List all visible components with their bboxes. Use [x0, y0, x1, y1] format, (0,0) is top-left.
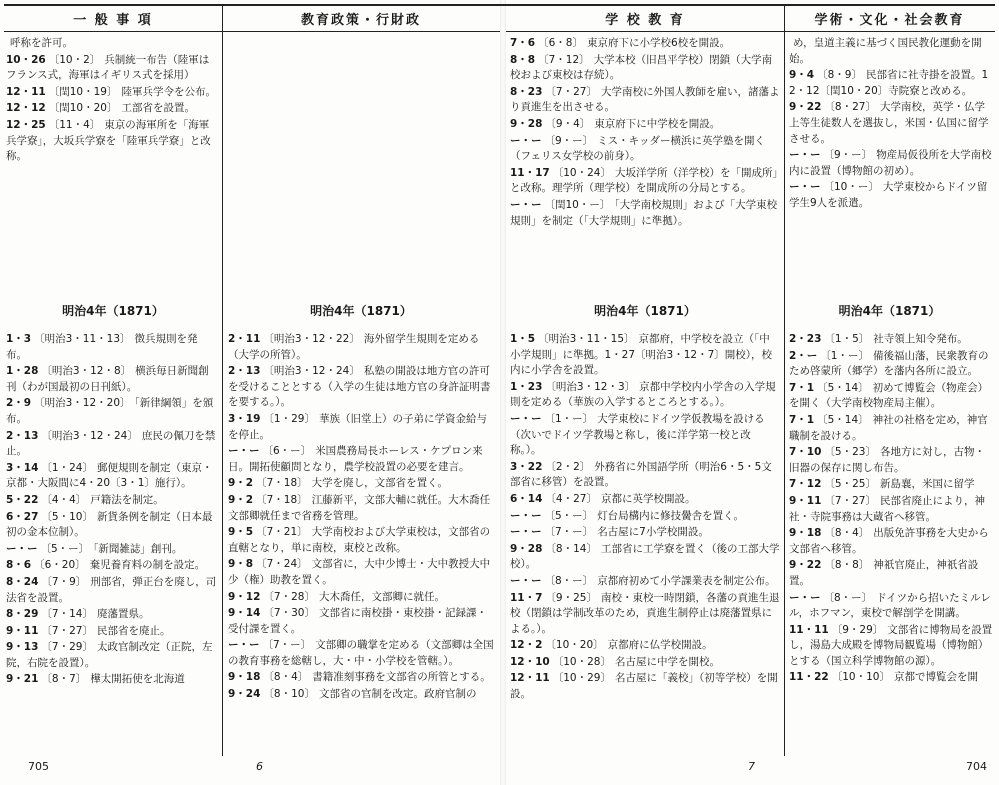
entry-lunar-date: 〔8・27〕 [824, 101, 876, 114]
entry-lunar-date: 〔8・14〕 [545, 542, 597, 555]
entry-date: ー・ー [510, 509, 542, 522]
entry-text: 神祇官廃止，神祇省設置。 [789, 559, 979, 587]
entry-date: 12・12 [6, 102, 46, 115]
entry-text: 神社の社格を定め，神官職制を設ける。 [789, 413, 988, 442]
chronology-entry [6, 672, 218, 688]
entry-date: 1・3 [6, 333, 32, 345]
entry-text: 大学南校に外国人教師を雇い，諸藩より貢進生を出させる。 [510, 85, 780, 114]
entry-lunar-date: 〔明治3・12・20〕 [34, 397, 131, 410]
entry-date: 11・11 [789, 623, 829, 636]
entry-text: 東京府下に中学校を開設。 [594, 117, 721, 130]
entry-text: 各地方に対し，古物・旧器の保存に関し布告。 [789, 446, 985, 474]
entry-date: 7・10 [789, 446, 822, 459]
entry-date: 1・23 [510, 380, 543, 393]
entry-date: 7・1 [789, 413, 815, 426]
chronology-entry [6, 461, 218, 492]
entry-text: 兵制統一布告（陸軍はフランス式，海軍はイギリス式を採用） [6, 53, 210, 82]
entry-lunar-date: 〔9・ー〕 [823, 149, 873, 162]
entry-date: 12・10 [510, 655, 550, 668]
entry-lunar-date: 〔8・4〕 [824, 527, 870, 540]
entry-text: 樺太開拓使を北海道 [90, 673, 185, 686]
page-number: 704 [966, 760, 987, 773]
entry-date: ー・ー [510, 526, 542, 539]
entry-date: ー・ー [510, 198, 542, 211]
entry-lunar-date: 〔9・ー〕 [544, 134, 594, 147]
entry-date: 8・8 [510, 53, 536, 66]
entry-date: 2・23 [789, 333, 822, 345]
entry-text: 大木喬任，文部卿に就任。 [318, 590, 445, 603]
entry-text: ミス・キッダー横浜に英学塾を開く（フェリス女学校の前身）。 [510, 134, 765, 163]
bottom-culture-column [789, 332, 995, 752]
entry-lunar-date: 〔6・ー〕 [262, 445, 312, 458]
chronology-entry [789, 36, 995, 67]
top-culture-column [789, 36, 995, 300]
chronology-entry [510, 671, 780, 702]
entry-lunar-date: 〔9・29〕 [831, 623, 884, 636]
top-policy-column [228, 36, 496, 300]
entry-text: 米国農務局長ホーレス・ケプロン来日。開拓使顧問となり，農学校設置の必要を建言。 [228, 445, 483, 473]
entry-date: 9・18 [228, 671, 261, 684]
chronology-entry [6, 575, 218, 606]
header-general: 一 般 事 項 [4, 6, 222, 32]
entry-date: 2・13 [228, 365, 261, 378]
header-policy: 教育政策・行財政 [222, 6, 500, 32]
entry-lunar-date: 〔7・ー〕 [262, 639, 312, 652]
chronology-entry [6, 36, 218, 52]
entry-date: 9・12 [228, 590, 261, 603]
entry-text: 大学を廃し，文部省を置く。 [311, 477, 448, 490]
entry-lunar-date: 〔10・28〕 [552, 655, 611, 668]
entry-date: 9・28 [510, 542, 543, 555]
top-general-column [6, 36, 218, 300]
entry-text: 棄児養育料の制を設定。 [89, 559, 206, 572]
chronology-entry [510, 134, 780, 165]
entry-lunar-date: 〔10・2〕 [48, 53, 101, 66]
entry-date: 9・22 [789, 101, 822, 114]
chronology-entry [6, 101, 218, 117]
entry-lunar-date: 〔明治3・11・15〕 [538, 333, 635, 345]
entry-date: 12・25 [6, 118, 46, 131]
page-number: 7 [748, 760, 755, 773]
entry-text: 「新聞雑誌」創刊。 [93, 542, 183, 555]
entry-text: 初めて博覧会（物産会）を開く（大学南校物産局主催）。 [789, 381, 989, 410]
entry-date: ー・ー [228, 445, 260, 458]
entry-lunar-date: 〔6・20〕 [34, 559, 86, 572]
entry-text: 京都中学校内小学舎の入学規則を定める（華族の入学するところとする。）。 [510, 380, 776, 409]
entry-text: 京都府に仏学校開設。 [607, 639, 713, 652]
chronology-entry [789, 445, 995, 476]
entry-text: 新貨条例を制定（日本最初の金本位制）。 [6, 510, 213, 539]
entry-date: 10・26 [6, 53, 46, 66]
entry-text: 呼称を許可。 [10, 37, 73, 49]
entry-lunar-date: 〔8・4〕 [263, 671, 309, 684]
entry-text: 大学東校からドイツ留学生9人を派遣。 [789, 181, 988, 209]
entry-lunar-date: 〔8・9〕 [817, 69, 862, 82]
entry-text: 華族（旧堂上）の子弟に学資金給与を停止。 [228, 412, 487, 441]
bottom-general-column [6, 332, 218, 752]
entry-lunar-date: 〔8・ー〕 [823, 591, 873, 604]
bottom-policy-column [228, 332, 496, 752]
page-number: 6 [256, 760, 263, 773]
year-heading: 明治4年（1871） [62, 304, 164, 318]
entry-lunar-date: 〔8・10〕 [263, 688, 315, 701]
chronology-entry [510, 36, 780, 52]
chronology-entry [228, 590, 496, 606]
entry-date: 11・7 [510, 591, 543, 604]
entry-date: 2・11 [228, 333, 261, 345]
entry-lunar-date: 〔7・18〕 [256, 477, 308, 490]
entry-lunar-date: 〔2・2〕 [545, 460, 591, 473]
entry-text: 名古屋に「義校」（初等学校）を開設。 [510, 672, 778, 701]
entry-lunar-date: 〔7・28〕 [263, 590, 315, 603]
entry-lunar-date: 〔閏10・19〕 [48, 85, 118, 98]
chronology-entry [228, 364, 496, 411]
entry-lunar-date: 〔明治3・12・8〕 [41, 365, 132, 378]
entry-text: 文部省に南校掛・東校掛・記録課・受付課を置く。 [228, 607, 487, 635]
entry-date: ー・ー [789, 181, 821, 194]
entry-lunar-date: 〔10・29〕 [552, 672, 611, 685]
entry-text: 庶民の佩刀を禁止。 [6, 429, 216, 458]
chronology-entry [789, 623, 995, 670]
entry-text: 大坂洋学所（洋学校）を「開成所」と改称。理学所（理学校）を開成所の分局とする。 [510, 166, 778, 195]
entry-lunar-date: 〔7・24〕 [256, 558, 308, 571]
entry-date: 9・14 [228, 607, 261, 620]
chronology-entry [510, 198, 780, 229]
chronology-entry [510, 332, 780, 379]
chronology-entry [6, 640, 218, 671]
entry-text: 物産局仮役所を大学南校内に設置（博物館の初め）。 [789, 149, 992, 177]
chronology-entry [789, 477, 995, 493]
header-culture: 学術・文化・社会教育 [784, 6, 995, 32]
entry-text: 京都に英学校開設。 [600, 492, 696, 505]
entry-lunar-date: 〔6・8〕 [538, 37, 583, 49]
entry-text: 刑部省，弾正台を廃し，司法省を設置。 [6, 575, 217, 604]
entry-date: ー・ー [510, 134, 542, 147]
entry-lunar-date: 〔1・ー〕 [820, 349, 869, 362]
chronology-entry [6, 85, 218, 101]
entry-lunar-date: 〔5・10〕 [41, 510, 93, 523]
entry-lunar-date: 〔7・27〕 [824, 494, 876, 507]
entry-text: 外務省に外国語学所（明治6・5・5文部省に移管）を設置。 [510, 460, 772, 489]
entry-text: 大学東校にドイツ学仮教場を設ける（次いでドイツ学教場と称し，後に洋学第一校と改称。）。 [510, 412, 765, 457]
entry-date: 12・11 [6, 85, 46, 98]
bottom-school-column [510, 332, 780, 752]
entry-text: 文部省の官制を改定。政府官制の [318, 688, 477, 701]
entry-date: 9・8 [228, 558, 254, 571]
entry-date: 9・13 [6, 641, 39, 654]
chronology-entry [510, 638, 780, 654]
entry-date: 1・5 [510, 333, 536, 345]
entry-text: 「大学南校規則」および「大学東校規則」を制定（「大学規則」に準拠）。 [510, 198, 778, 227]
chronology-entry [228, 687, 496, 703]
chronology-entry [510, 525, 780, 541]
chronology-entry [789, 180, 995, 211]
entry-lunar-date: 〔9・4〕 [545, 117, 591, 130]
entry-text: 備後福山藩，民衆教育のため啓蒙所（郷学）を藩内各所に設立。 [789, 349, 989, 378]
entry-text: 「新律綱領」を頒布。 [6, 397, 214, 425]
entry-lunar-date: 〔明治3・12・3〕 [545, 380, 636, 393]
entry-date: 11・17 [510, 166, 550, 179]
chronology-entry [228, 606, 496, 637]
chronology-entry [510, 85, 780, 116]
page-number: 705 [28, 760, 49, 773]
chronology-entry [789, 100, 995, 147]
entry-date: 9・2 [228, 477, 254, 490]
entry-text: 京都府初めて小学課業表を制定公布。 [597, 574, 776, 587]
entry-lunar-date: 〔7・21〕 [256, 526, 308, 539]
entry-lunar-date: 〔8・8〕 [824, 559, 870, 572]
entry-lunar-date: 〔11・4〕 [48, 118, 101, 131]
entry-text: 文部卿の職掌を定める（文部卿は全国の教育事務を総轄し，大・中・小学校を管轄。）。 [228, 639, 494, 667]
year-heading: 明治4年（1871） [594, 304, 696, 318]
entry-text: 名古屋に7小学校開設。 [597, 526, 709, 539]
entry-lunar-date: 〔10・20〕 [545, 639, 604, 652]
entry-text: 江藤新平，文部大輔に就任。大木喬任文部卿就任まで省務を管理。 [228, 493, 491, 522]
entry-date: ー・ー [6, 542, 38, 555]
chronology-entry [789, 494, 995, 525]
header-school: 学 校 教 育 [506, 6, 784, 32]
chronology-entry [510, 574, 780, 590]
entry-date: ー・ー [228, 639, 260, 652]
entry-text: 南校・東校一時閉鎖，各藩の貢進生退校（閉鎖は学制改革のため，貢進生制停止は廃藩置県による。）。 [510, 591, 780, 635]
entry-date: ー・ー [789, 591, 821, 604]
entry-date: ー・ー [510, 574, 542, 587]
column-divider [222, 4, 223, 756]
chronology-entry [6, 607, 218, 623]
entry-text: 文部省に博物局を設置し，湯島大成殿を博物局観覧場（博物館）とする（国立科学博物館の源）。 [789, 623, 993, 667]
chronology-entry [789, 349, 995, 380]
entry-text: 東京の海軍所を「海軍兵学寮」，大坂兵学寮を「陸軍兵学寮」と改称。 [6, 118, 211, 163]
chronology-entry [510, 492, 780, 508]
chronology-entry [510, 460, 780, 491]
entry-lunar-date: 〔8・7〕 [41, 673, 87, 686]
top-school-column [510, 36, 780, 300]
entry-text: 東京府下に小学校6校を開設。 [587, 37, 731, 49]
entry-lunar-date: 〔5・25〕 [824, 478, 876, 491]
chronology-entry [228, 670, 496, 686]
entry-date: 1・28 [6, 365, 39, 378]
entry-date: ー・ー [510, 412, 542, 425]
entry-date: 8・24 [6, 575, 39, 588]
chronology-entry [789, 670, 995, 686]
chronology-entry [228, 412, 496, 443]
entry-text: 新島襄，米国に留学 [879, 478, 975, 491]
chronology-entry [789, 558, 995, 589]
entry-lunar-date: 〔7・30〕 [263, 607, 315, 620]
entry-lunar-date: 〔9・25〕 [545, 591, 597, 604]
entry-date: 9・18 [789, 527, 822, 540]
entry-lunar-date: 〔明治3・12・24〕 [263, 365, 360, 378]
entry-text: 大学本校（旧昌平学校）閉鎖（大学南校および東校は存続）。 [510, 53, 773, 82]
entry-date: 5・22 [6, 493, 39, 506]
entry-lunar-date: 〔1・ー〕 [544, 412, 594, 425]
entry-lunar-date: 〔明治3・12・24〕 [41, 429, 138, 442]
entry-date: 12・2 [510, 639, 543, 652]
entry-text: 陸軍兵学令を公布。 [121, 85, 216, 98]
entry-lunar-date: 〔10・10〕 [831, 671, 890, 684]
page-fold [500, 0, 506, 785]
entry-text: 廃藩置県。 [96, 608, 150, 621]
entry-date: 7・1 [789, 381, 815, 394]
entry-text: 郵便規則を制定（東京・京都・大阪間に4・20〔3・1〕施行）。 [6, 461, 213, 490]
entry-text: 名古屋に中学を開校。 [614, 655, 720, 668]
entry-text: 京都府，中学校を設立（「中小学規則」に準拠。1・27〔明治3・12・7〕開校），校内に小学舎を設置。 [510, 333, 773, 377]
entry-date: 3・22 [510, 460, 543, 473]
entry-text: 文部省に，大中少博士・大中教授大中少（権）助教を置く。 [228, 558, 491, 586]
entry-lunar-date: 〔7・12〕 [538, 53, 590, 66]
chronology-entry [789, 68, 995, 99]
column-divider [784, 4, 785, 756]
entry-date: 7・12 [789, 478, 822, 491]
chronology-entry [228, 476, 496, 492]
chronology-entry [228, 444, 496, 475]
chronology-entry [228, 332, 496, 363]
chronology-entry [6, 558, 218, 574]
entry-lunar-date: 〔1・29〕 [263, 412, 315, 425]
entry-date: 6・14 [510, 492, 543, 505]
chronology-entry [6, 429, 218, 460]
entry-date: 9・22 [789, 559, 822, 572]
entry-date: 2・13 [6, 429, 39, 442]
entry-text: 工部省を設置。 [121, 102, 195, 115]
entry-lunar-date: 〔7・29〕 [41, 641, 93, 654]
entry-text: 徴兵規則を発布。 [6, 333, 198, 361]
entry-date: 9・11 [6, 624, 39, 637]
entry-date: 9・2 [228, 493, 254, 506]
chronology-entry [6, 510, 218, 541]
entry-text: 民部省に社寺掛を設置。12・12〔閏10・20〕寺院寮と改める。 [789, 69, 989, 97]
entry-date: 8・6 [6, 559, 32, 572]
entry-date: 2・9 [6, 397, 32, 410]
chronology-entry [789, 148, 995, 179]
chronology-entry [789, 526, 995, 557]
entry-lunar-date: 〔明治3・11・13〕 [34, 333, 131, 345]
entry-text: 京都で博覧会を開 [893, 671, 978, 684]
entry-date: 9・21 [6, 673, 39, 686]
entry-lunar-date: 〔1・5〕 [824, 333, 870, 345]
entry-date: 6・27 [6, 510, 39, 523]
entry-lunar-date: 〔4・27〕 [545, 492, 597, 505]
chronology-entry [789, 413, 995, 444]
entry-date: 9・24 [228, 688, 261, 701]
chronology-entry [510, 53, 780, 84]
entry-lunar-date: 〔4・4〕 [41, 493, 87, 506]
entry-date: 12・11 [510, 672, 550, 685]
chronology-entry [510, 412, 780, 459]
chronology-entry [6, 118, 218, 165]
entry-text: 民部省廃止により，神社・寺院事務は大蔵省へ移管。 [789, 494, 985, 523]
entry-text: 工部省に工学寮を置く（後の工部大学校）。 [510, 542, 780, 571]
chronology-entry [510, 166, 780, 197]
entry-text: 社寺領上知令発布。 [873, 333, 968, 345]
entry-lunar-date: 〔10・24〕 [552, 166, 611, 179]
chronology-entry [228, 525, 496, 556]
entry-date: 8・29 [6, 608, 39, 621]
chronology-entry [510, 509, 780, 525]
entry-date: 9・5 [228, 526, 254, 539]
entry-lunar-date: 〔7・27〕 [545, 85, 597, 98]
entry-date: 8・23 [510, 85, 543, 98]
chronology-entry [510, 591, 780, 638]
entry-text: 大学南校および大学東校は，文部省の直轄となり，単に南校，東校と改称。 [228, 526, 491, 554]
chronology-entry [6, 332, 218, 363]
entry-text: 太政官制改定（正院，左院，右院を設置）。 [6, 641, 213, 669]
entry-lunar-date: 〔5・14〕 [817, 413, 869, 426]
entry-text: め，皇道主義に基づく国民教化運動を開始。 [789, 37, 982, 65]
chronology-entry [789, 332, 995, 348]
year-heading: 明治4年（1871） [310, 304, 412, 318]
entry-date: 2・ー [789, 349, 818, 362]
entry-text: 私塾の開設は地方官の許可を受けることとする（入学の生徒は地方官の身許証明書を要する。）。 [228, 365, 491, 409]
entry-date: 9・4 [789, 69, 815, 82]
entry-lunar-date: 〔5・ー〕 [544, 509, 594, 522]
entry-date: ー・ー [789, 149, 821, 162]
chronology-entry [228, 493, 496, 524]
entry-text: 横浜毎日新聞創刊（わが国最初の日刊紙）。 [6, 365, 209, 393]
entry-lunar-date: 〔7・27〕 [41, 624, 93, 637]
entry-text: 大学南校，英学・仏学上等生徒数人を選抜し，米国・仏国に留学させる。 [789, 101, 989, 145]
entry-date: 9・11 [789, 494, 822, 507]
entry-lunar-date: 〔閏10・20〕 [48, 102, 118, 115]
chronology-entry [510, 380, 780, 411]
chronology-entry [510, 117, 780, 133]
entry-date: 7・6 [510, 37, 536, 49]
entry-text: 戸籍法を制定。 [90, 493, 164, 506]
entry-lunar-date: 〔8・ー〕 [544, 574, 594, 587]
entry-date: 3・19 [228, 412, 261, 425]
chronology-entry [6, 542, 218, 558]
year-heading: 明治4年（1871） [838, 304, 941, 318]
entry-date: 9・28 [510, 117, 543, 130]
chronology-entry [6, 364, 218, 395]
entry-text: ドイツから招いたミルレル，ホフマン，東校で解剖学を開講。 [789, 591, 991, 620]
chronology-entry [6, 624, 218, 640]
chronology-entry [6, 396, 218, 427]
chronology-entry [228, 557, 496, 588]
entry-text: 民部省を廃止。 [96, 624, 171, 637]
entry-lunar-date: 〔7・14〕 [41, 608, 93, 621]
entry-lunar-date: 〔10・ー〕 [823, 181, 879, 194]
entry-lunar-date: 〔5・14〕 [817, 381, 869, 394]
entry-lunar-date: 〔閏10・ー〕 [544, 198, 611, 211]
entry-lunar-date: 〔1・24〕 [41, 461, 93, 474]
entry-lunar-date: 〔7・18〕 [256, 493, 308, 506]
entry-text: 海外留学生規則を定める（大学の所管）。 [228, 333, 480, 361]
chronology-entry [510, 655, 780, 671]
chronology-entry [789, 591, 995, 622]
chronology-entry [6, 493, 218, 509]
entry-lunar-date: 〔5・ー〕 [40, 542, 90, 555]
entry-text: 書籍准刻事務を文部省の所管とする。 [312, 671, 491, 684]
entry-lunar-date: 〔5・23〕 [824, 446, 876, 459]
entry-text: 出版免許事務を大史から文部省へ移管。 [789, 527, 989, 555]
chronology-entry [6, 53, 218, 84]
entry-text: 灯台局構内に修技黌舎を置く。 [597, 509, 744, 522]
chronology-entry [228, 638, 496, 669]
entry-lunar-date: 〔7・ー〕 [544, 526, 594, 539]
entry-date: 11・22 [789, 671, 829, 684]
entry-lunar-date: 〔7・9〕 [41, 575, 87, 588]
entry-lunar-date: 〔明治3・12・22〕 [263, 333, 360, 345]
entry-date: 3・14 [6, 461, 39, 474]
chronology-entry [510, 542, 780, 573]
chronology-entry [789, 381, 995, 412]
